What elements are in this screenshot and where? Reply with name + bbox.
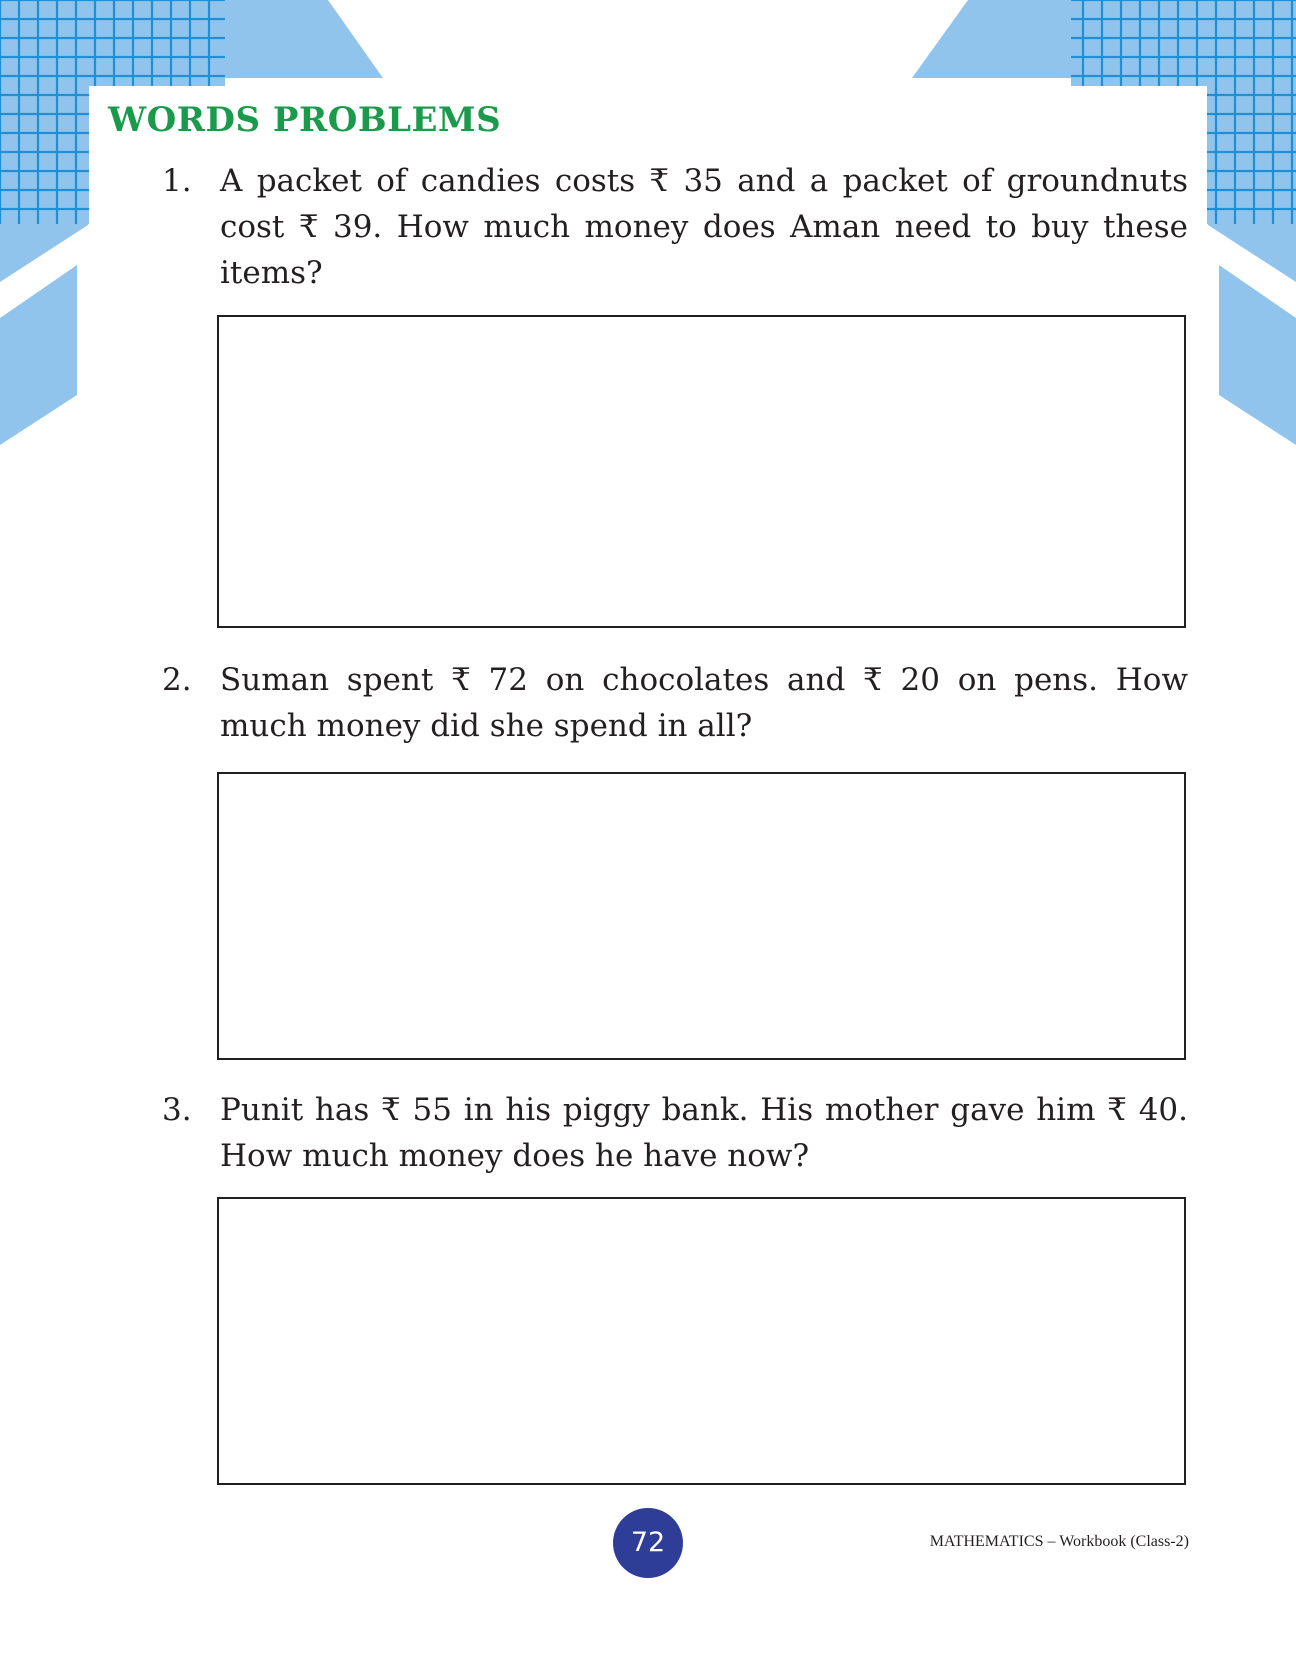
question-2 [162,657,1188,749]
question-1 [162,158,1188,296]
question-3 [162,1087,1188,1179]
answer-box-2[interactable] [217,772,1186,1060]
page-number-badge: 72 [613,1508,683,1578]
question-number: 2. [162,662,192,698]
answer-box-3[interactable] [217,1197,1186,1485]
question-text: Punit has ₹ 55 in his piggy bank. His mother gave him ₹ 40. How much money does he have now? [220,1092,1188,1174]
footer-book-title: MATHEMATICS – Workbook (Class-2) [929,1533,1189,1550]
question-text: Suman spent ₹ 72 on chocolates and ₹ 20 on pens. How much money did she spend in all? [220,662,1188,744]
answer-box-1[interactable] [217,315,1186,628]
question-text: A packet of candies costs ₹ 35 and a packet of groundnuts cost ₹ 39. How much money does Aman need to buy these items? [220,163,1188,291]
question-number: 1. [162,163,192,199]
page-heading: WORDS PROBLEMS [108,100,502,140]
question-number: 3. [162,1092,192,1128]
